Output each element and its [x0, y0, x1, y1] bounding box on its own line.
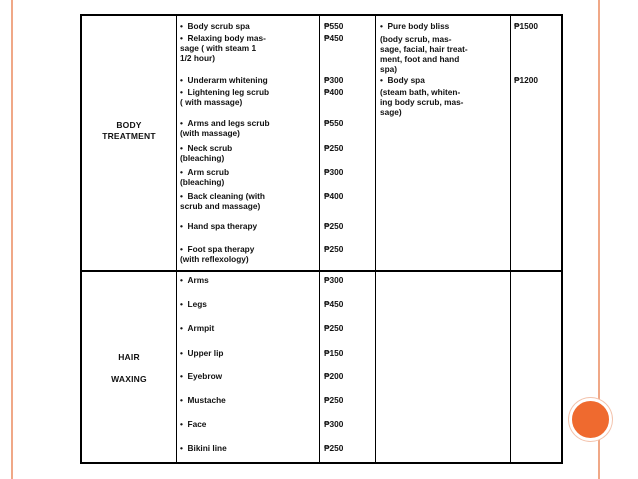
service-item: • Lightening leg scrub ( with massage) [180, 87, 320, 107]
service-item: • Underarm whitening [180, 75, 320, 85]
service-price: ₱450 [324, 299, 344, 309]
column-divider [375, 16, 376, 462]
service-price: ₱300 [324, 75, 344, 85]
category-label [82, 346, 176, 390]
price-table [80, 14, 563, 464]
category-line: BODY [116, 120, 142, 130]
service-price: ₱300 [324, 275, 344, 285]
service-item: • Upper lip [180, 348, 320, 358]
package-description: (body scrub, mas- sage, facial, hair treat- ment, foot and hand spa) [380, 34, 468, 74]
service-item: • Legs [180, 299, 320, 309]
service-price: ₱200 [324, 371, 344, 381]
service-item: • Arm scrub (bleaching) [180, 167, 320, 187]
service-price: ₱250 [324, 221, 344, 231]
service-item: • Neck scrub (bleaching) [180, 143, 320, 163]
service-item: • Mustache [180, 395, 320, 405]
service-price: ₱250 [324, 395, 344, 405]
service-item: • Armpit [180, 323, 320, 333]
package-price: ₱1500 [514, 21, 538, 31]
column-divider [510, 16, 511, 462]
service-price: ₱300 [324, 419, 344, 429]
service-item: • Arms and legs scrub (with massage) [180, 118, 320, 138]
service-price: ₱150 [324, 348, 344, 358]
package-title: • Pure body bliss [380, 21, 510, 31]
section-divider [82, 270, 561, 272]
service-price: ₱250 [324, 323, 344, 333]
service-item: • Foot spa therapy (with reflexology) [180, 244, 320, 264]
service-price: ₱300 [324, 167, 344, 177]
slide-frame-left [11, 0, 13, 479]
service-price: ₱550 [324, 21, 344, 31]
package-price: ₱1200 [514, 75, 538, 85]
service-item: • Hand spa therapy [180, 221, 320, 231]
package-description: (steam bath, whiten- ing body scrub, mas- sage) [380, 87, 464, 117]
service-item: • Arms [180, 275, 320, 285]
service-price: ₱250 [324, 244, 344, 254]
category-label [82, 120, 176, 142]
category-line: WAXING [111, 374, 147, 384]
category-line: TREATMENT [102, 131, 156, 141]
service-price: ₱250 [324, 443, 344, 453]
service-item: • Body scrub spa [180, 21, 320, 31]
column-divider [176, 16, 177, 462]
service-item: • Back cleaning (with scrub and massage) [180, 191, 320, 211]
service-item: • Eyebrow [180, 371, 320, 381]
service-price: ₱250 [324, 143, 344, 153]
accent-dot [569, 398, 612, 441]
service-item: • Relaxing body mas- sage ( with steam 1 1/2 hour) [180, 33, 320, 63]
service-price: ₱450 [324, 33, 344, 43]
category-line: HAIR [118, 352, 140, 362]
service-item: • Face [180, 419, 320, 429]
package-title: • Body spa [380, 75, 510, 85]
service-price: ₱550 [324, 118, 344, 128]
service-price: ₱400 [324, 191, 344, 201]
service-price: ₱400 [324, 87, 344, 97]
service-item: • Bikini line [180, 443, 320, 453]
